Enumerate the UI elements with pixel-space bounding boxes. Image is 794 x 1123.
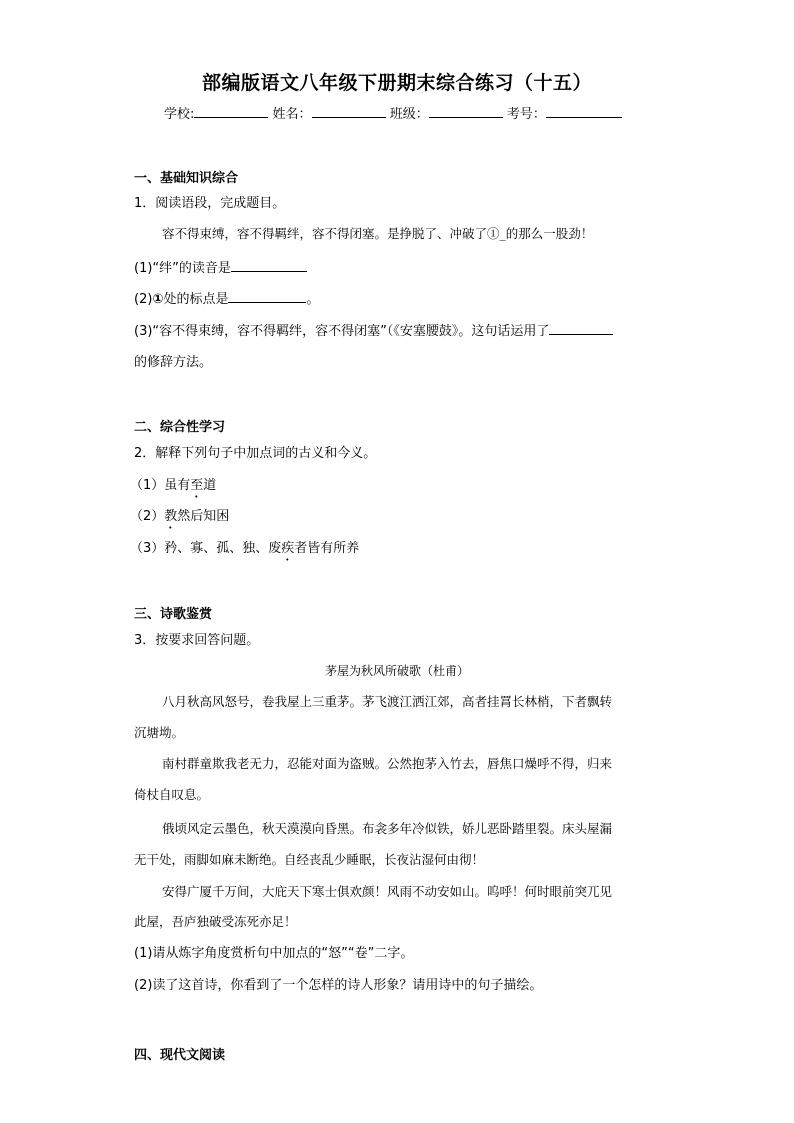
q2-item-2-post: 然后知困	[177, 509, 230, 524]
q1-part-1-blank	[231, 259, 307, 272]
section-4-heading: 四、现代文阅读	[134, 1048, 226, 1063]
poem-title: 茅屋为秋风所破歌（杜甫）	[324, 664, 469, 678]
class-blank	[429, 105, 503, 118]
q1-part-3-cont: 的修辞方法。	[134, 355, 213, 370]
question-1: 1．阅读语段，完成题目。	[134, 196, 286, 211]
poem-line-6: 无干处，雨脚如麻未断绝。自经丧乱少睡眠，长夜沾湿何由彻！	[134, 852, 485, 867]
q2-item-1-post: 道	[203, 478, 217, 493]
dotted-word-jiao: 教	[164, 509, 178, 524]
q1-part-3	[134, 320, 613, 339]
q2-item-3-post: 者皆有所养	[294, 541, 360, 556]
q2-item-1-pre: （1）虽有	[130, 478, 191, 493]
poem-line-7: 安得广厦千万间，大庇天下寒士俱欢颜！风雨不动安如山。呜呼！何时眼前突兀见	[162, 884, 613, 899]
question-2: 2．解释下列句子中加点词的古义和今义。	[134, 446, 377, 461]
poem-line-2: 沉塘坳。	[134, 725, 185, 740]
q3-part-2: (2)读了这首诗，你看到了一个怎样的诗人形象？请用诗中的句子描绘。	[134, 978, 543, 993]
q3-part-1: (1)请从炼字角度赏析句中加点的“怒”“卷”二字。	[134, 946, 414, 961]
name-blank	[312, 105, 386, 118]
q1-passage: 容不得束缚，容不得羁绊，容不得闭塞。是挣脱了、冲破了①_的那么一股劲！	[162, 226, 594, 241]
q2-item-3-pre: （3）矜、寡、孤、独、废	[130, 541, 282, 556]
poem-line-3: 南村群童欺我老无力，忍能对面为盗贼。公然抱茅入竹去，唇焦口燥呼不得，归来	[162, 756, 613, 771]
q1-part-3-text: (3)“容不得束缚，容不得羁绊，容不得闭塞”（《安塞腰鼓》。这句话运用了	[134, 324, 550, 339]
q2-item-2-pre: （2）	[130, 509, 165, 524]
exam-number-label: 考号：	[506, 107, 546, 122]
exam-number-blank	[546, 105, 622, 118]
school-blank	[194, 105, 268, 118]
student-info-line	[164, 103, 622, 122]
q2-item-2	[130, 505, 229, 532]
q1-part-2	[134, 288, 319, 307]
q1-part-2-end: 。	[306, 292, 320, 307]
dotted-word-zhi: 至	[190, 478, 204, 493]
q1-part-3-blank	[549, 322, 613, 335]
page-title: 部编版语文八年级下册期末综合练习（十五）	[201, 72, 592, 94]
poem-line-1: 八月秋高风怒号，卷我屋上三重茅。茅飞渡江洒江郊，高者挂罥长林梢，下者飘转	[162, 694, 613, 709]
section-2-heading: 二、综合性学习	[134, 420, 226, 435]
q1-part-1-text: (1)“绊”的读音是	[134, 261, 231, 276]
class-label: 班级：	[389, 107, 429, 122]
name-label: 姓名：	[272, 107, 312, 122]
poem-line-4: 倚杖自叹息。	[134, 787, 210, 802]
section-1-heading: 一、基础知识综合	[134, 171, 239, 186]
q1-part-2-blank	[228, 290, 306, 303]
q2-item-3	[130, 537, 359, 564]
dotted-word-ji: 疾	[281, 541, 295, 556]
q1-part-1	[134, 257, 307, 276]
circled-number-1: ①	[152, 292, 164, 307]
section-3-heading: 三、诗歌鉴赏	[134, 607, 213, 622]
q1-part-2-text: 处的标点是	[163, 292, 229, 307]
poem-line-5: 俄顷风定云墨色，秋天漠漠向昏黑。布衾多年冷似铁，娇儿恶卧踏里裂。床头屋漏	[162, 821, 613, 836]
q1-part-2-prefix: (2)	[134, 292, 153, 307]
school-label: 学校:	[164, 107, 195, 122]
q2-item-1	[130, 474, 216, 501]
question-3: 3．按要求回答问题。	[134, 633, 260, 648]
poem-line-8: 此屋，吾庐独破受冻死亦足！	[134, 914, 297, 929]
